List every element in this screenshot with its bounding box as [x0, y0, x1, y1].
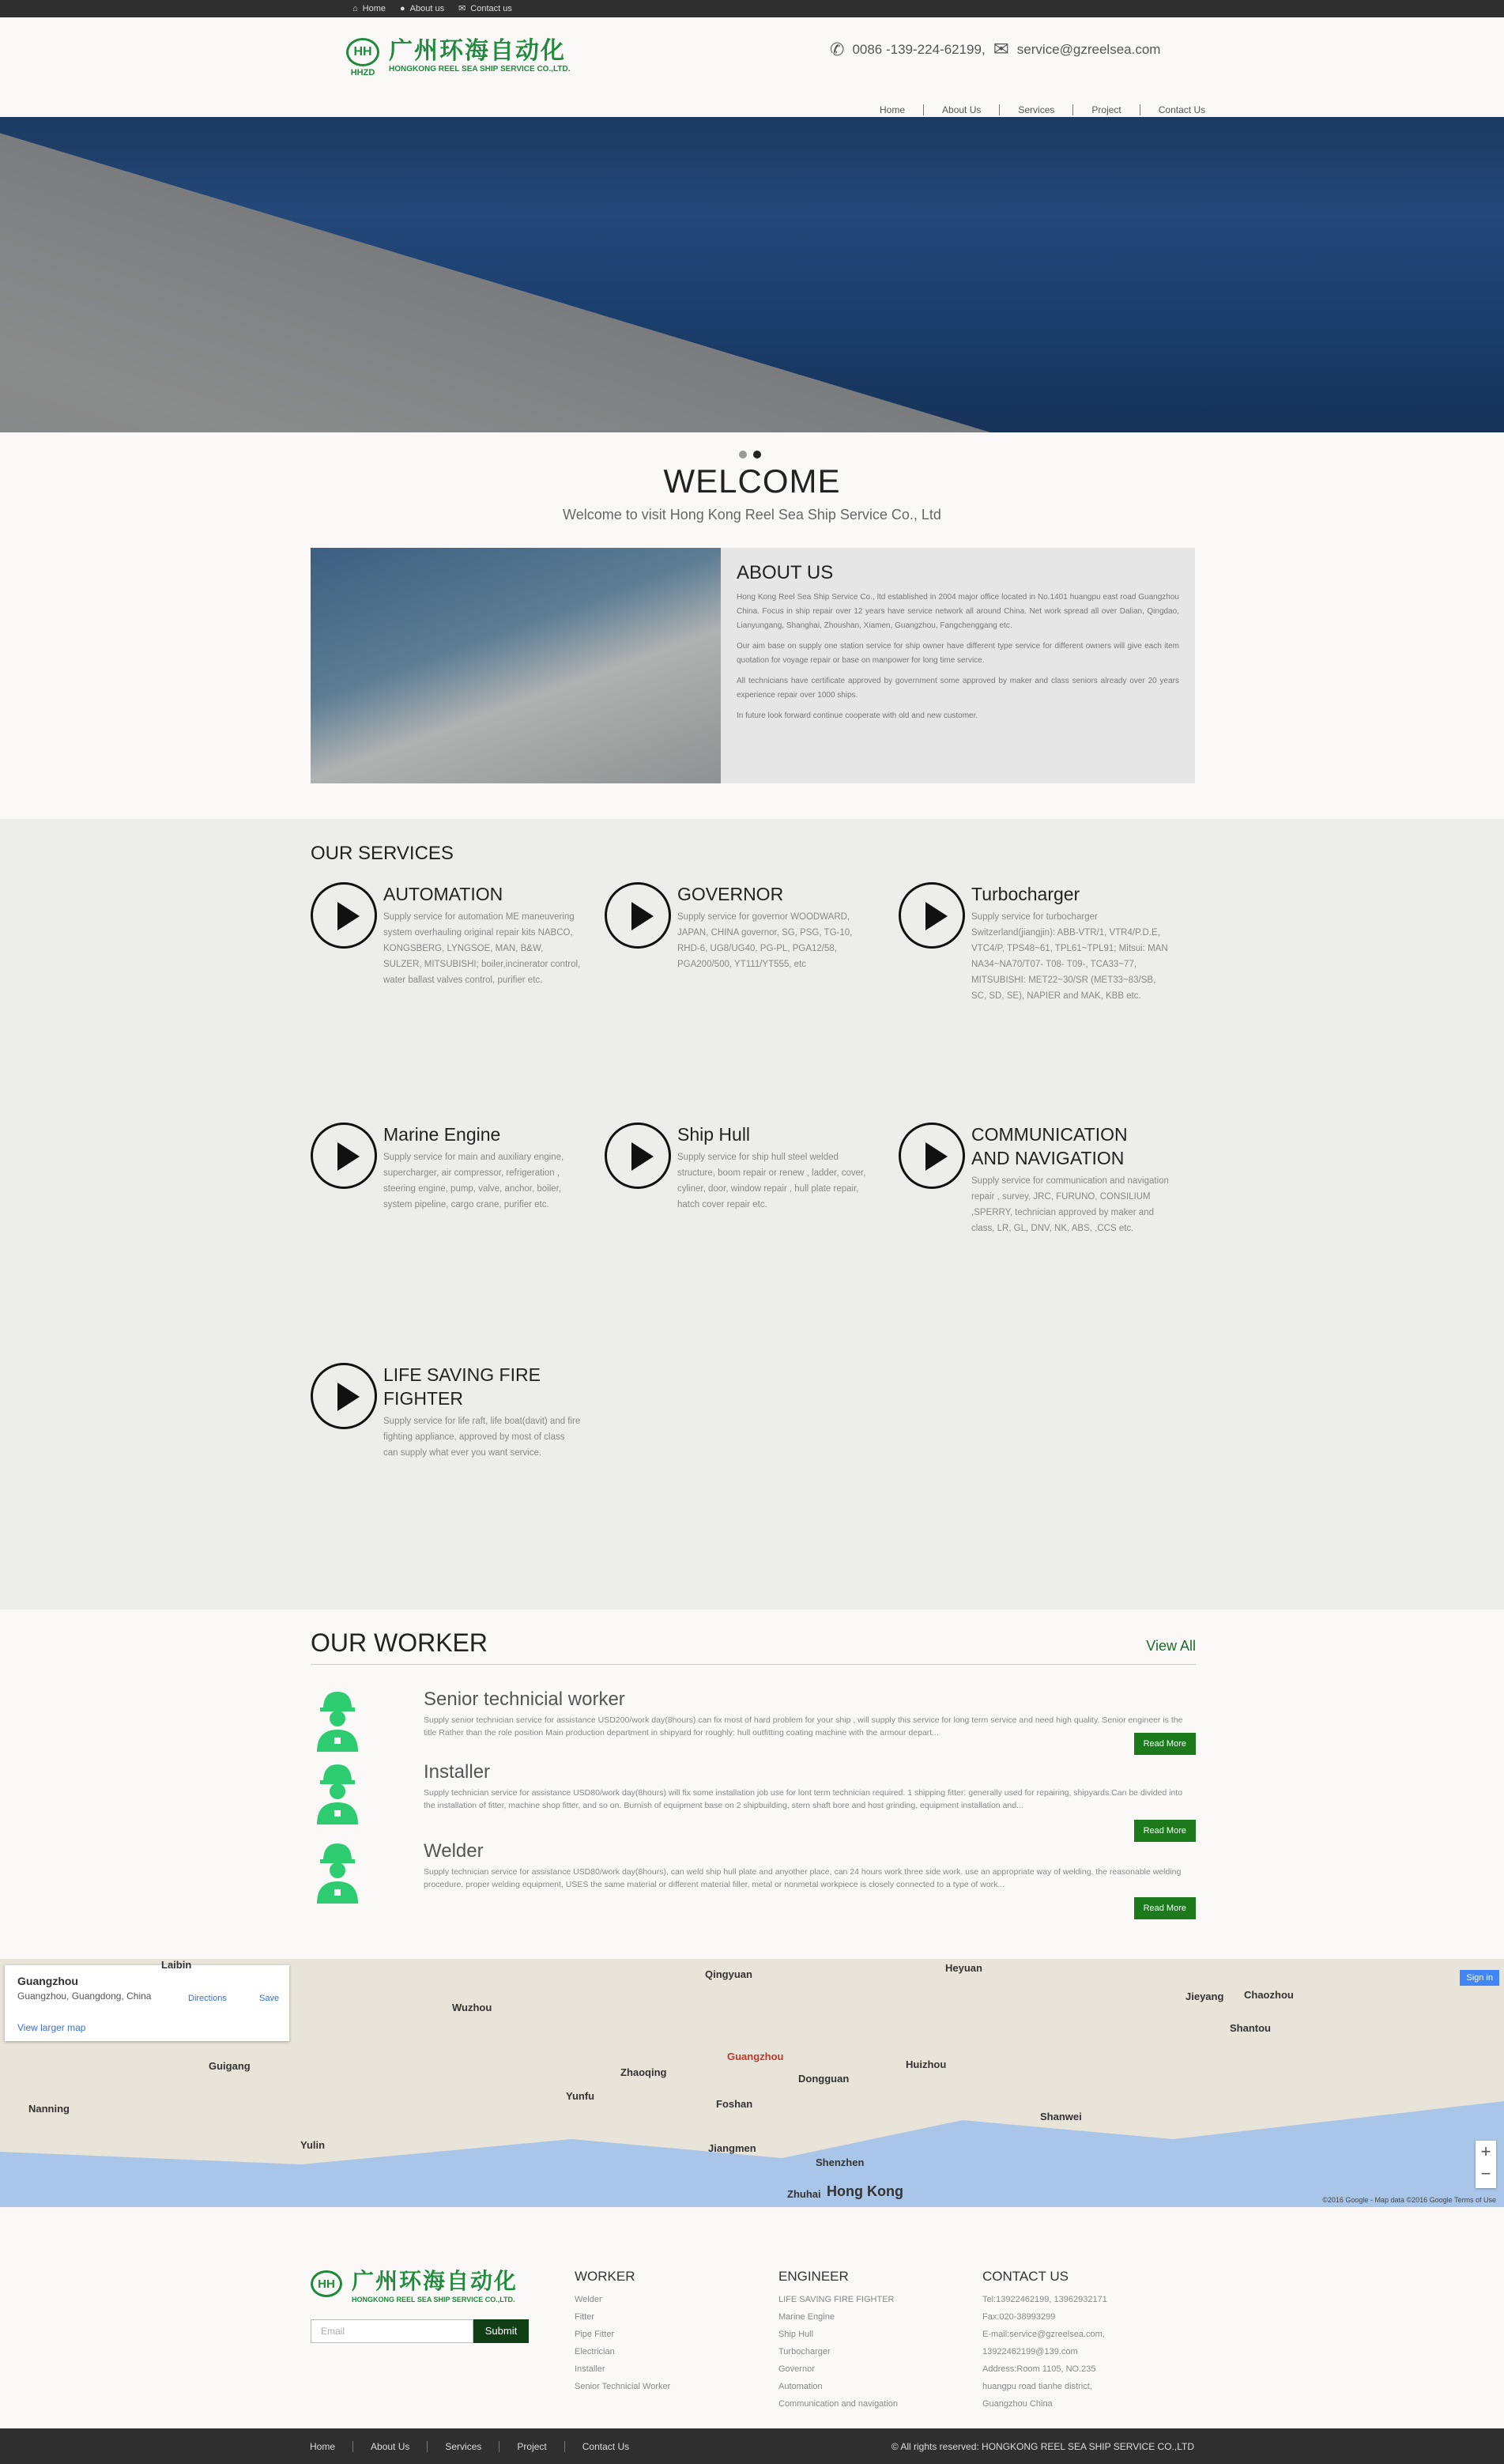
footer-logo[interactable]: HH 广州环海自动化 HONGKONG REEL SEA SHIP SERVICE CO.,LTD. — [311, 2264, 518, 2304]
services-title: OUR SERVICES — [311, 843, 454, 864]
bottom-nav-project[interactable]: Project — [499, 2441, 564, 2452]
map-label: Laibin — [161, 1959, 192, 1971]
carousel-dot-2[interactable] — [753, 451, 761, 458]
bottom-bar — [0, 2428, 1504, 2464]
footer-link[interactable]: Fitter — [575, 2312, 595, 2322]
map-label: Jiangmen — [708, 2142, 756, 2154]
footer-link[interactable]: Electrician — [575, 2347, 615, 2356]
carousel-dots — [739, 451, 761, 458]
welcome-subtitle: Welcome to visit Hong Kong Reel Sea Ship Service Co., Ltd — [563, 507, 941, 523]
hero-banner-image — [0, 117, 1504, 432]
info-icon: ● — [400, 3, 405, 13]
site-logo[interactable] — [346, 38, 570, 81]
play-icon — [605, 882, 671, 949]
map-label: Shantou — [1230, 2022, 1271, 2034]
about-paragraph: Hong Kong Reel Sea Ship Service Co., ltd established in 2004 major office located in No.1401 huangpu east road Guangzhou China. Focus in ship repair over 12 years have service network all around China. Net work spread all over Dalian, Qingdao, Lianyungang, Shanghai, Zhoushan, Xiamen, Guangzhou, Fangchenggang etc. — [737, 593, 1179, 630]
play-icon — [899, 1123, 965, 1189]
map-label: Nanning — [28, 2103, 70, 2115]
footer-link[interactable]: Turbocharger — [778, 2347, 831, 2356]
nav-about[interactable]: About Us — [923, 104, 999, 115]
worker-desc: Supply technician service for assistance USD80/work day(8hours), can weld ship hull plate and anyother place, can 24 hours work three side work. use an appropriate way of welding, the reasonable welding procedure, proper welding equipment, USES the same material or different material filler, metal or nonmetal workpiece is closely connected to a type of work... — [424, 1867, 1182, 1889]
carousel-dot-1[interactable] — [739, 451, 747, 458]
google-map[interactable] — [0, 1959, 1504, 2207]
map-label: Zhuhai — [787, 2188, 821, 2200]
bottom-nav-about[interactable]: About Us — [352, 2441, 427, 2452]
email-icon: ✉ — [993, 39, 1009, 60]
about-paragraph: In future look forward continue cooperate with old and new customer. — [737, 711, 978, 720]
read-more-button[interactable]: Read More — [1134, 1733, 1196, 1755]
map-label: Zhaoqing — [620, 2066, 667, 2078]
bottom-nav-home[interactable]: Home — [310, 2441, 336, 2452]
map-label: Huizhou — [906, 2058, 947, 2070]
topbar-contact-link[interactable]: ✉ Contact us — [458, 3, 512, 13]
map-label: Yulin — [300, 2139, 326, 2151]
zoom-out-icon[interactable]: − — [1480, 2164, 1491, 2183]
footer-worker-column: WORKER Welder Fitter Pipe Fitter Electrician Installer Senior Technicial Worker — [575, 2269, 670, 2395]
play-icon — [899, 882, 965, 949]
footer-link[interactable]: Automation — [778, 2382, 823, 2391]
footer-link[interactable]: Welder — [575, 2295, 602, 2304]
read-more-button[interactable]: Read More — [1134, 1897, 1196, 1919]
read-more-button[interactable]: Read More — [1134, 1820, 1196, 1842]
worker-desc: Supply senior technician service for assistance USD200/work day(8hours) can fix most of hard problem for your ship , will supply this service for long term service and need high quality. Senior engineer is the title Rather than the role position Main production department in shipyard for roughly: hull outfitting coating machine with the armour depart... — [424, 1715, 1183, 1738]
worker-name: Senior technicial worker — [424, 1689, 625, 1710]
map-label: Heyuan — [945, 1962, 982, 1974]
map-info-card: Guangzhou Guangzhou, Guangdong, China Directions Save View larger map — [5, 1965, 289, 2041]
newsletter-email-input[interactable]: Email — [311, 2319, 473, 2343]
footer-contact-column: CONTACT US Tel:13922462199, 13962932171 Fax:020-38993299 E-mail:service@gzreelsea.com, 13922462199@139.com Address:Room 1105, NO.235 huangpu road tianhe district, Guangzhou China — [982, 2269, 1107, 2409]
map-label: Shenzhen — [816, 2156, 865, 2168]
logo-english-name: HONGKONG REEL SEA SHIP SERVICE CO.,LTD. — [389, 65, 571, 74]
worker-section — [311, 1628, 1196, 1913]
nav-project[interactable]: Project — [1072, 104, 1139, 115]
map-label: Guigang — [209, 2060, 251, 2072]
nav-services[interactable]: Services — [999, 104, 1072, 115]
map-label: Hong Kong — [827, 2183, 903, 2199]
top-bar — [0, 0, 1504, 17]
about-image — [311, 548, 721, 783]
logo-mark: HH HHZD — [346, 38, 379, 81]
bottom-nav-services[interactable]: Services — [427, 2441, 499, 2452]
play-icon — [605, 1123, 671, 1189]
play-icon — [311, 882, 377, 949]
topbar-about-link[interactable]: ● About us — [400, 3, 445, 13]
footer-link[interactable]: LIFE SAVING FIRE FIGHTER — [778, 2295, 895, 2304]
map-label: Shanwei — [1040, 2111, 1082, 2123]
email-address[interactable]: service@gzreelsea.com — [1016, 41, 1161, 57]
footer-link[interactable]: Marine Engine — [778, 2312, 835, 2322]
play-icon — [311, 1363, 377, 1429]
zoom-in-icon[interactable]: + — [1480, 2141, 1491, 2161]
phone-icon: ✆ — [830, 39, 845, 59]
worker-avatar-icon — [314, 1840, 361, 1904]
footer-link[interactable]: Installer — [575, 2364, 605, 2374]
worker-avatar-icon — [314, 1689, 361, 1752]
logo-mark: HH — [311, 2270, 342, 2297]
worker-avatar-icon — [314, 1761, 361, 1824]
footer-engineer-column: ENGINEER LIFE SAVING FIRE FIGHTER Marine Engine Ship Hull Turbocharger Governor Automation Communication and navigation — [778, 2269, 898, 2413]
map-label: Chaozhou — [1244, 1989, 1294, 2001]
welcome-title: WELCOME — [663, 462, 841, 500]
worker-name: Welder — [424, 1840, 484, 1862]
main-nav — [861, 104, 1223, 115]
about-paragraph: Our aim base on supply one station service for ship owner have different type service for different owners will give each item quotation for voyage repair or base on manpower for long time service. — [737, 642, 1179, 665]
about-paragraph: All technicians have certificate approved by government some approved by maker and class seniors already over 20 years experience repair over 1000 ships. — [737, 677, 1179, 700]
phone-number: 0086 -139-224-62199, — [852, 41, 986, 57]
map-label: Qingyuan — [705, 1968, 752, 1980]
worker-title: OUR WORKER — [311, 1628, 488, 1657]
view-larger-map-link[interactable]: View larger map — [17, 2022, 86, 2033]
worker-desc: Supply technician service for assistance USD80/work day(8hours) will fix some installation job use for lont term technician required. 1 shipping fitter: generally used for repairing, shipyards.Can be divided into the installation of fitter, machine shop fitter, and so on. Burnish of equipment base on 2 shipbuilding, stern shaft bore and host grinding, equipment installation and... — [424, 1788, 1183, 1810]
divider — [311, 1664, 1196, 1665]
home-icon: ⌂ — [352, 3, 358, 13]
footer-link[interactable]: Ship Hull — [778, 2330, 814, 2339]
map-zoom-control[interactable] — [1476, 2141, 1496, 2188]
footer-link[interactable]: Senior Technicial Worker — [575, 2382, 671, 2391]
contact-icon: ✉ — [458, 4, 466, 13]
services-section: OUR SERVICES AUTOMATION Supply service for automation ME maneuvering system overhauling original repair kits NABCO, KONGSBERG, LYNGSOE, MAN, B&W, SULZER, MITSUBISHI; boiler,incinerator control, water ballast valves control, purifier etc. GOVERNOR Supply service for governor WOODWARD, JAPAN, CHINA governor, SG, PSG, TG-10, RHD-6, UG8/UG40, PG-PL, PGA12/58, PGA200/500, YT111/YT555, etc Turbocharger Supply service for turbocharger Switzerland(jiangjin): ABB-VTR/1, VTR4/P.D.E, VTC4/P, TPS48~61, TPL61~TPL91; Mitsui: MAN NA34~NA70/T07- T08- T09-, TCA33~77, MITSUBISHI: MET22~30/SR (MET33~83/SB, SC, SD, SE), NAPIER and MAK, KBB etc. Marine Engine Supply service for main and auxiliary engine, supercharger, air compressor, refrigeration , steering engine, pump, valve, anchor, boiler, system pipeline, cargo crane, purifier etc. Ship Hull Supply service for ship hull steel welded structure, boom repair or renew , ladder, cover, cyliner, door, window repair , hull plate repair, hatch cover repair etc. COMMUNICATION AND NAVIGATION Supply service for communication and navigation repair , survey, JRC, FURUNO, CONSILIUM ,SPERRY, technician approved by maker and class, LR, GL, DNV, NK, ABS, ,CCS etc. LIFE SAVING FIRE FIGHTER Supply service for life raft, life boat(davit) and fire fighting appliance, approved by most of class can supply what ever you want service. — [0, 819, 1504, 1609]
map-sea — [0, 2101, 1504, 2207]
logo-chinese-name: 广州环海自动化 — [389, 38, 566, 64]
footer — [0, 2207, 1504, 2428]
directions-button[interactable]: Directions — [188, 1994, 227, 2003]
about-title: ABOUT US — [737, 562, 834, 583]
bottom-nav-contact[interactable]: Contact Us — [564, 2441, 646, 2452]
map-label: Yunfu — [566, 2090, 595, 2102]
worker-name: Installer — [424, 1761, 491, 1783]
map-label: Jieyang — [1185, 1990, 1224, 2002]
header-contact — [830, 38, 1160, 61]
topbar-home-link[interactable]: ⌂ Home — [352, 3, 386, 13]
about-panel — [721, 548, 1195, 783]
carrier-deck — [0, 117, 1108, 432]
nav-contact[interactable]: Contact Us — [1140, 104, 1223, 115]
map-label: Foshan — [716, 2098, 753, 2110]
view-all-link[interactable]: View All — [1146, 1638, 1196, 1654]
welcome-section — [0, 462, 1504, 523]
map-label: Guangzhou — [727, 2051, 784, 2062]
map-label: Dongguan — [798, 2073, 850, 2085]
nav-home[interactable]: Home — [880, 104, 906, 115]
footer-link[interactable]: Communication and navigation — [778, 2399, 899, 2409]
map-sign-in-button[interactable]: Sign in — [1460, 1970, 1499, 1986]
footer-link[interactable]: Governor — [778, 2364, 815, 2374]
copyright: © All rights reserved: HONGKONG REEL SEA SHIP SERVICE CO.,LTD — [891, 2441, 1194, 2452]
map-attribution: ©2016 Google - Map data ©2016 Google Terms of Use — [1322, 2196, 1496, 2204]
map-label: Wuzhou — [452, 2002, 492, 2013]
play-icon — [311, 1123, 377, 1189]
footer-link[interactable]: Pipe Fitter — [575, 2330, 615, 2339]
header — [0, 17, 1504, 117]
save-button[interactable]: Save — [259, 1994, 280, 2003]
submit-button[interactable]: Submit — [473, 2319, 529, 2343]
